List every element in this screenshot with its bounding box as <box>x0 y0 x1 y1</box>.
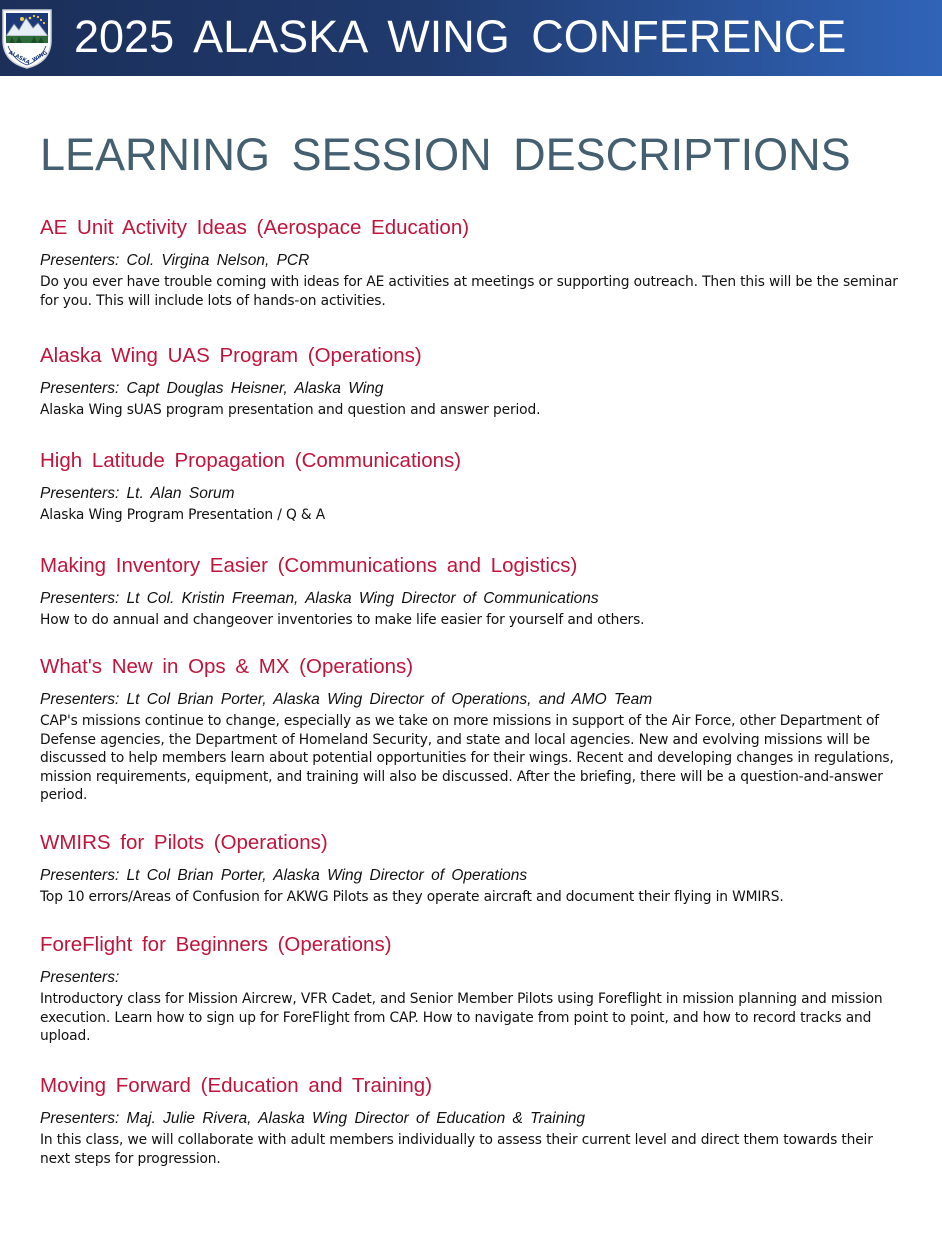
session-foreflight-for-beginners <box>40 932 902 1046</box>
session-ae-unit-activity <box>40 215 902 310</box>
session-presenters: Presenters: Col. Virgina Nelson, PCR <box>40 252 310 269</box>
session-title: WMIRS for Pilots (Operations) <box>40 831 328 854</box>
session-description: Introductory class for Mission Aircrew, VFR Cadet, and Senior Member Pilots using Foreflight in mission planning and mission execution. Learn how to sign up for ForeFlight from CAP. How to navigate from point to point, and how to record tracks and upload. <box>40 991 883 1044</box>
session-description: Alaska Wing Program Presentation / Q & A <box>40 507 326 523</box>
session-description: Do you ever have trouble coming with ideas for AE activities at meetings or supporting outreach. Then this will be the seminar for you. This will include lots of hands-on activities. <box>40 274 898 309</box>
session-title: Making Inventory Easier (Communications and Logistics) <box>40 554 578 577</box>
session-presenters: Presenters: <box>40 969 120 986</box>
session-title: Moving Forward (Education and Training) <box>40 1074 433 1097</box>
session-title: AE Unit Activity Ideas (Aerospace Education) <box>40 216 470 239</box>
session-presenters: Presenters: Lt Col Brian Porter, Alaska Wing Director of Operations <box>40 867 528 884</box>
session-description: How to do annual and changeover inventories to make life easier for yourself and others. <box>40 612 645 628</box>
session-high-latitude-propagation <box>40 448 902 525</box>
session-presenters: Presenters: Capt Douglas Heisner, Alaska Wing <box>40 380 384 397</box>
conference-banner <box>0 0 942 76</box>
session-title: High Latitude Propagation (Communications) <box>40 449 462 472</box>
logo-text-left: ALASKA <box>7 49 31 66</box>
session-description: Top 10 errors/Areas of Confusion for AKWG Pilots as they operate aircraft and document their flying in WMIRS. <box>40 889 784 905</box>
session-title: Alaska Wing UAS Program (Operations) <box>40 344 422 367</box>
session-presenters: Presenters: Lt Col Brian Porter, Alaska Wing Director of Operations, and AMO Team <box>40 691 653 708</box>
session-description: Alaska Wing sUAS program presentation and question and answer period. <box>40 402 541 418</box>
page-title: LEARNING SESSION DESCRIPTIONS <box>40 129 851 180</box>
session-title: ForeFlight for Beginners (Operations) <box>40 933 392 956</box>
logo-text-right: WING <box>31 50 49 64</box>
session-uas-program <box>40 343 902 420</box>
session-presenters: Presenters: Maj. Julie Rivera, Alaska Wing Director of Education & Training <box>40 1110 586 1127</box>
alaska-wing-logo <box>0 6 54 70</box>
session-whats-new-ops-mx <box>40 654 902 805</box>
session-making-inventory-easier <box>40 553 902 630</box>
conference-title: 2025 ALASKA WING CONFERENCE <box>74 11 847 62</box>
session-presenters: Presenters: Lt Col. Kristin Freeman, Alaska Wing Director of Communications <box>40 590 599 607</box>
session-wmirs-for-pilots <box>40 830 902 907</box>
session-description: In this class, we will collaborate with adult members individually to assess their current level and direct them towards their next steps for progression. <box>40 1132 873 1167</box>
session-title: What's New in Ops & MX (Operations) <box>40 655 414 678</box>
session-description: CAP's missions continue to change, especially as we take on more missions in support of the Air Force, other Department of Defense agencies, the Department of Homeland Security, and state and local agencies. New and evolving missions will be discussed to help members learn about potential opportunities for their wings. Recent and developing changes in regulations, mission requirements, equipment, and training will also be discussed. After the briefing, there will be a question-and-answer period. <box>40 713 894 803</box>
session-moving-forward <box>40 1073 902 1168</box>
session-presenters: Presenters: Lt. Alan Sorum <box>40 485 235 502</box>
